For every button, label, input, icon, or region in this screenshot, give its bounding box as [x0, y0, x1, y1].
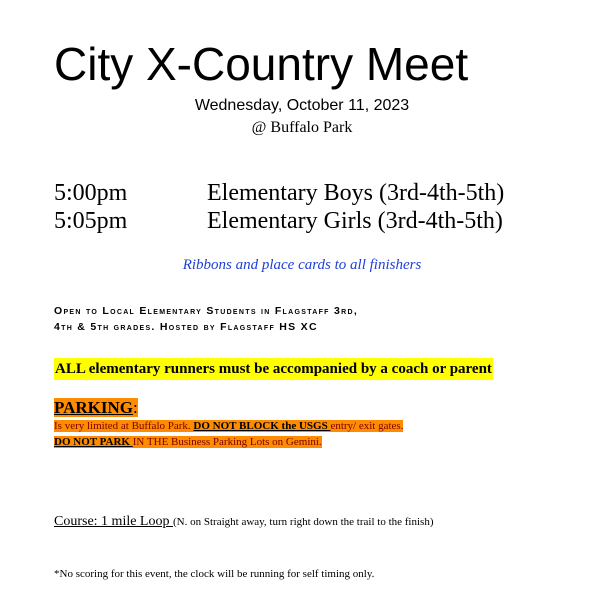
parking-line-1-suffix: entry/ exit gates. [330, 420, 404, 432]
event-venue: @ Buffalo Park [251, 119, 353, 136]
schedule-event: Elementary Girls (3rd-4th-5th) [207, 208, 503, 234]
page-title: City X-Country Meet [54, 38, 469, 90]
course-label: Course: 1 mile Loop [54, 514, 173, 529]
supervision-warning: ALL elementary runners must be accompanied by a coach or parent [54, 358, 493, 380]
parking-line-2-suffix: IN THE Business Parking Lots on Gemini. [132, 436, 322, 448]
schedule-event: Elementary Boys (3rd-4th-5th) [207, 180, 505, 206]
eligibility-line-1: Open to Local Elementary Students in Flagstaff 3rd, [54, 305, 359, 317]
parking-line-1-prefix: Is very limited at Buffalo Park. [54, 420, 194, 432]
event-date: Wednesday, October 11, 2023 [194, 97, 410, 114]
parking-label: PARKING [54, 398, 134, 417]
ribbons-note: Ribbons and place cards to all finishers [182, 257, 422, 273]
parking-label-suffix: : [133, 398, 138, 417]
eligibility-line-2: 4th & 5th grades. Hosted by Flagstaff HS XC [54, 321, 318, 333]
parking-line-1 [54, 419, 403, 434]
parking-line-2 [54, 435, 322, 450]
parking-line-2-bold: DO NOT PARK [54, 436, 133, 448]
course-note: (N. on Straight away, turn right down the trail to the finish) [173, 516, 434, 528]
schedule-time: 5:05pm [54, 208, 128, 234]
scoring-footnote: *No scoring for this event, the clock will be running for self timing only. [54, 568, 375, 580]
schedule-time: 5:00pm [54, 180, 128, 206]
parking-heading [54, 397, 138, 419]
parking-line-1-bold: DO NOT BLOCK the USGS [193, 420, 331, 432]
course-info [54, 512, 434, 532]
